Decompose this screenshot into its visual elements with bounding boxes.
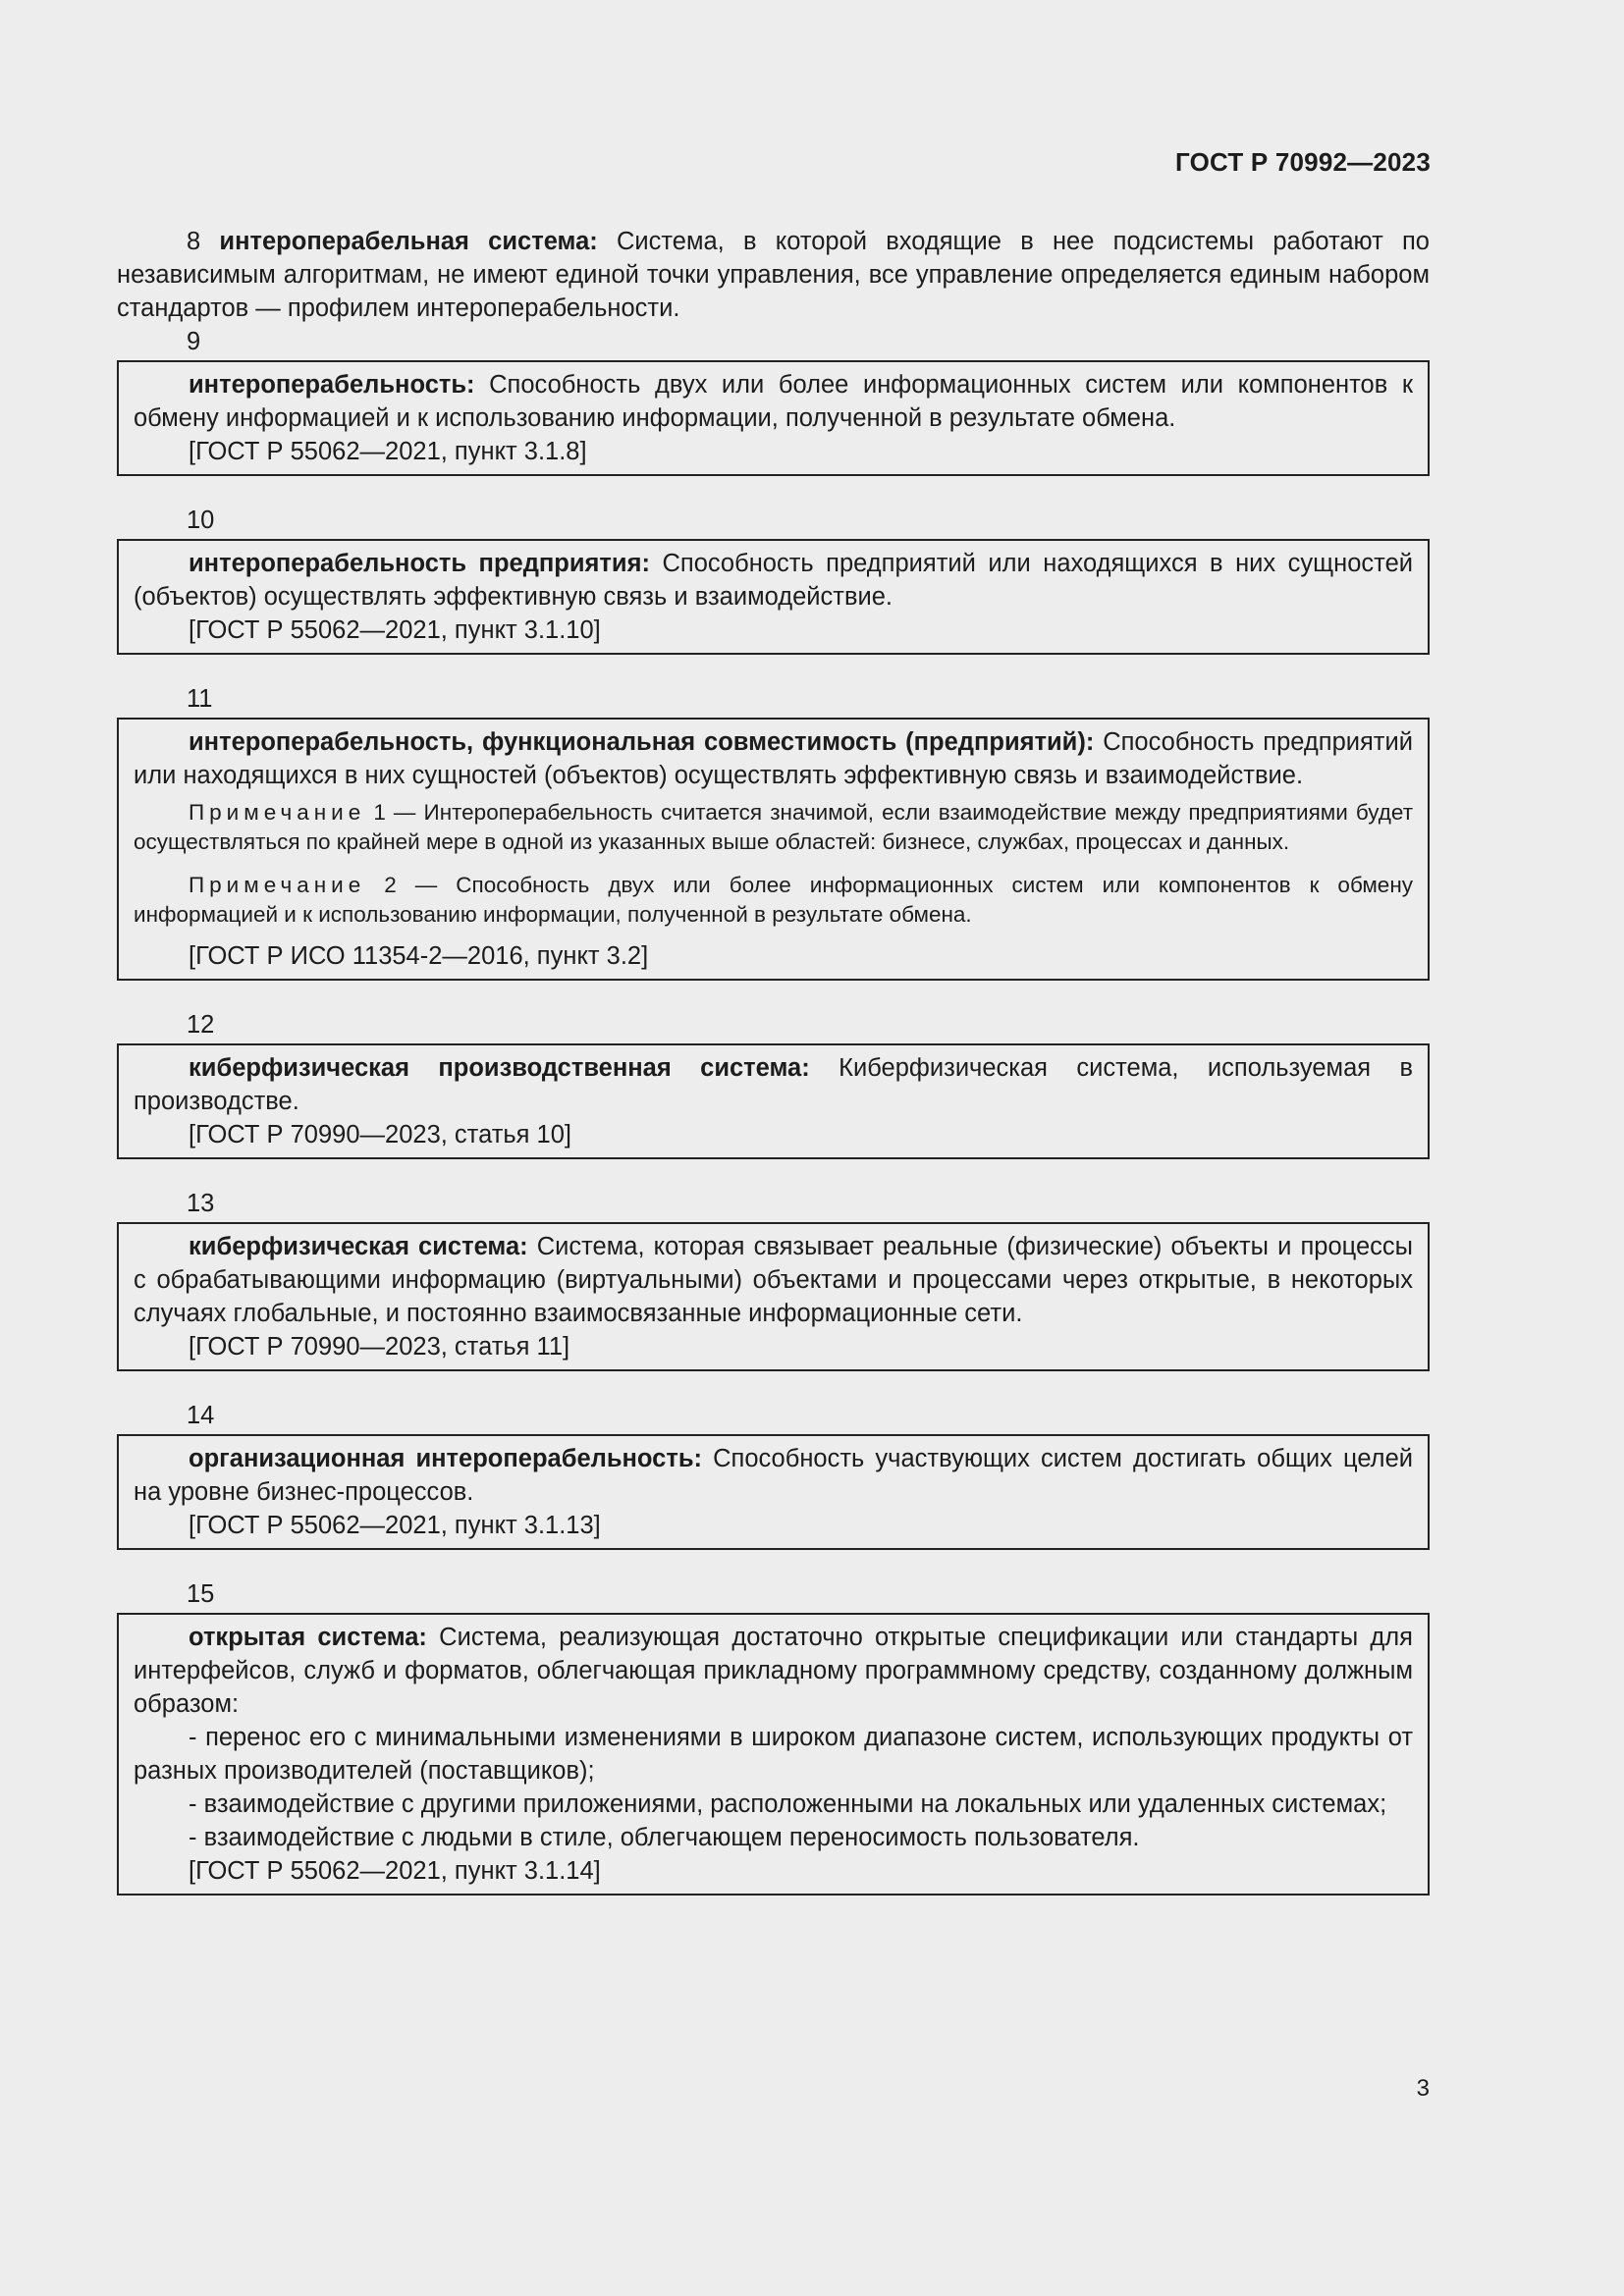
entry-number: 12 [187,1011,215,1039]
entry-number: 10 [187,507,215,534]
term-title: киберфизическая производственная система: [189,1054,810,1082]
term-definition: Киберфизическая система, используемая в производстве. [134,1054,1413,1115]
page-number: 3 [1416,2075,1430,2102]
term-box-9 [117,360,1430,476]
term-entry-8 [117,225,1430,325]
term-title: интероперабельность, функциональная совместимость (предприятий): [189,728,1095,756]
term-source: [ГОСТ Р 55062—2021, пункт 3.1.13] [189,1512,601,1539]
term-definition: Способность предприятий или находящихся в них сущностей (объектов) осуществлять эффективную связь и взаимодействие. [134,728,1413,789]
term-box-13 [117,1222,1430,1371]
entry-number: 9 [187,328,201,355]
term-definition: Система, в которой входящие в нее подсистемы работают по независимым алгоритмам, не имеют единой точки управления, все управление определяется единым набором стандартов — профилем интероперабельности. [117,228,1430,322]
list-item: - перенос его с минимальными изменениями в широком диапазоне систем, использующих продукты от разных производителей (поставщиков); [134,1724,1413,1785]
entry-number: 13 [187,1190,215,1217]
term-box-11 [117,718,1430,981]
document-body [117,225,1430,1896]
list-item: - взаимодействие с людьми в стиле, облегчающем переносимость пользователя. [189,1824,1140,1851]
entry-number: 14 [187,1402,215,1429]
term-title: интероперабельность: [189,371,475,399]
term-definition: Способность двух или более информационных систем или компонентов к обмену информацией и к использованию информации, полученной в результате обмена. [134,371,1413,432]
document-header: ГОСТ Р 70992—2023 [1175,147,1431,177]
term-definition: Способность участвующих систем достигать общих целей на уровне бизнес-процессов. [134,1445,1413,1506]
term-note-1 [134,798,1413,857]
term-title: интероперабельность предприятия: [189,550,650,577]
note-text: 1 — Интероперабельность считается значимой, если взаимодействие между предприятиями будет осуществляться по крайней мере в одной из указанных выше областей: бизнесе, службах, процессах и данных. [134,800,1413,854]
term-source: [ГОСТ Р 70990—2023, статья 10] [189,1121,571,1148]
note-text: 2 — Способность двух или более информационных систем или компонентов к обмену информацией и к использованию информации, полученной в результате обмена. [134,873,1413,927]
note-label: Примечание [189,800,366,825]
term-definition: Система, которая связывает реальные (физические) объекты и процессы с обрабатывающими информацию (виртуальными) объектами и процессами через открытые, в некоторых случаях глобальные, и постоянно взаимосвязанные информационные сети. [134,1233,1413,1327]
entry-number: 11 [187,685,213,713]
term-title: интероперабельная система: [219,228,598,255]
term-box-14 [117,1434,1430,1550]
term-box-15 [117,1613,1430,1896]
term-source: [ГОСТ Р ИСО 11354-2—2016, пункт 3.2] [189,942,649,970]
term-box-10 [117,539,1430,655]
term-definition: Система, реализующая достаточно открытые спецификации или стандарты для интерфейсов, служб и форматов, облегчающая прикладному программному средству, созданному должным образом: [134,1624,1413,1718]
term-definition: Способность предприятий или находящихся в них сущностей (объектов) осуществлять эффективную связь и взаимодействие. [134,550,1413,611]
term-source: [ГОСТ Р 70990—2023, статья 11] [189,1333,570,1361]
note-label: Примечание [189,873,366,897]
term-box-12 [117,1043,1430,1159]
entry-number: 8 [187,228,201,255]
term-source: [ГОСТ Р 55062—2021, пункт 3.1.8] [189,438,587,465]
term-title: организационная интероперабельность: [189,1445,702,1472]
term-source: [ГОСТ Р 55062—2021, пункт 3.1.10] [189,616,601,644]
term-source: [ГОСТ Р 55062—2021, пункт 3.1.14] [189,1857,601,1885]
term-note-2 [134,871,1413,930]
term-title: открытая система: [189,1624,427,1651]
entry-number: 15 [187,1580,215,1608]
term-title: киберфизическая система: [189,1233,528,1260]
list-item: - взаимодействие с другими приложениями, расположенными на локальных или удаленных системах; [189,1790,1387,1818]
